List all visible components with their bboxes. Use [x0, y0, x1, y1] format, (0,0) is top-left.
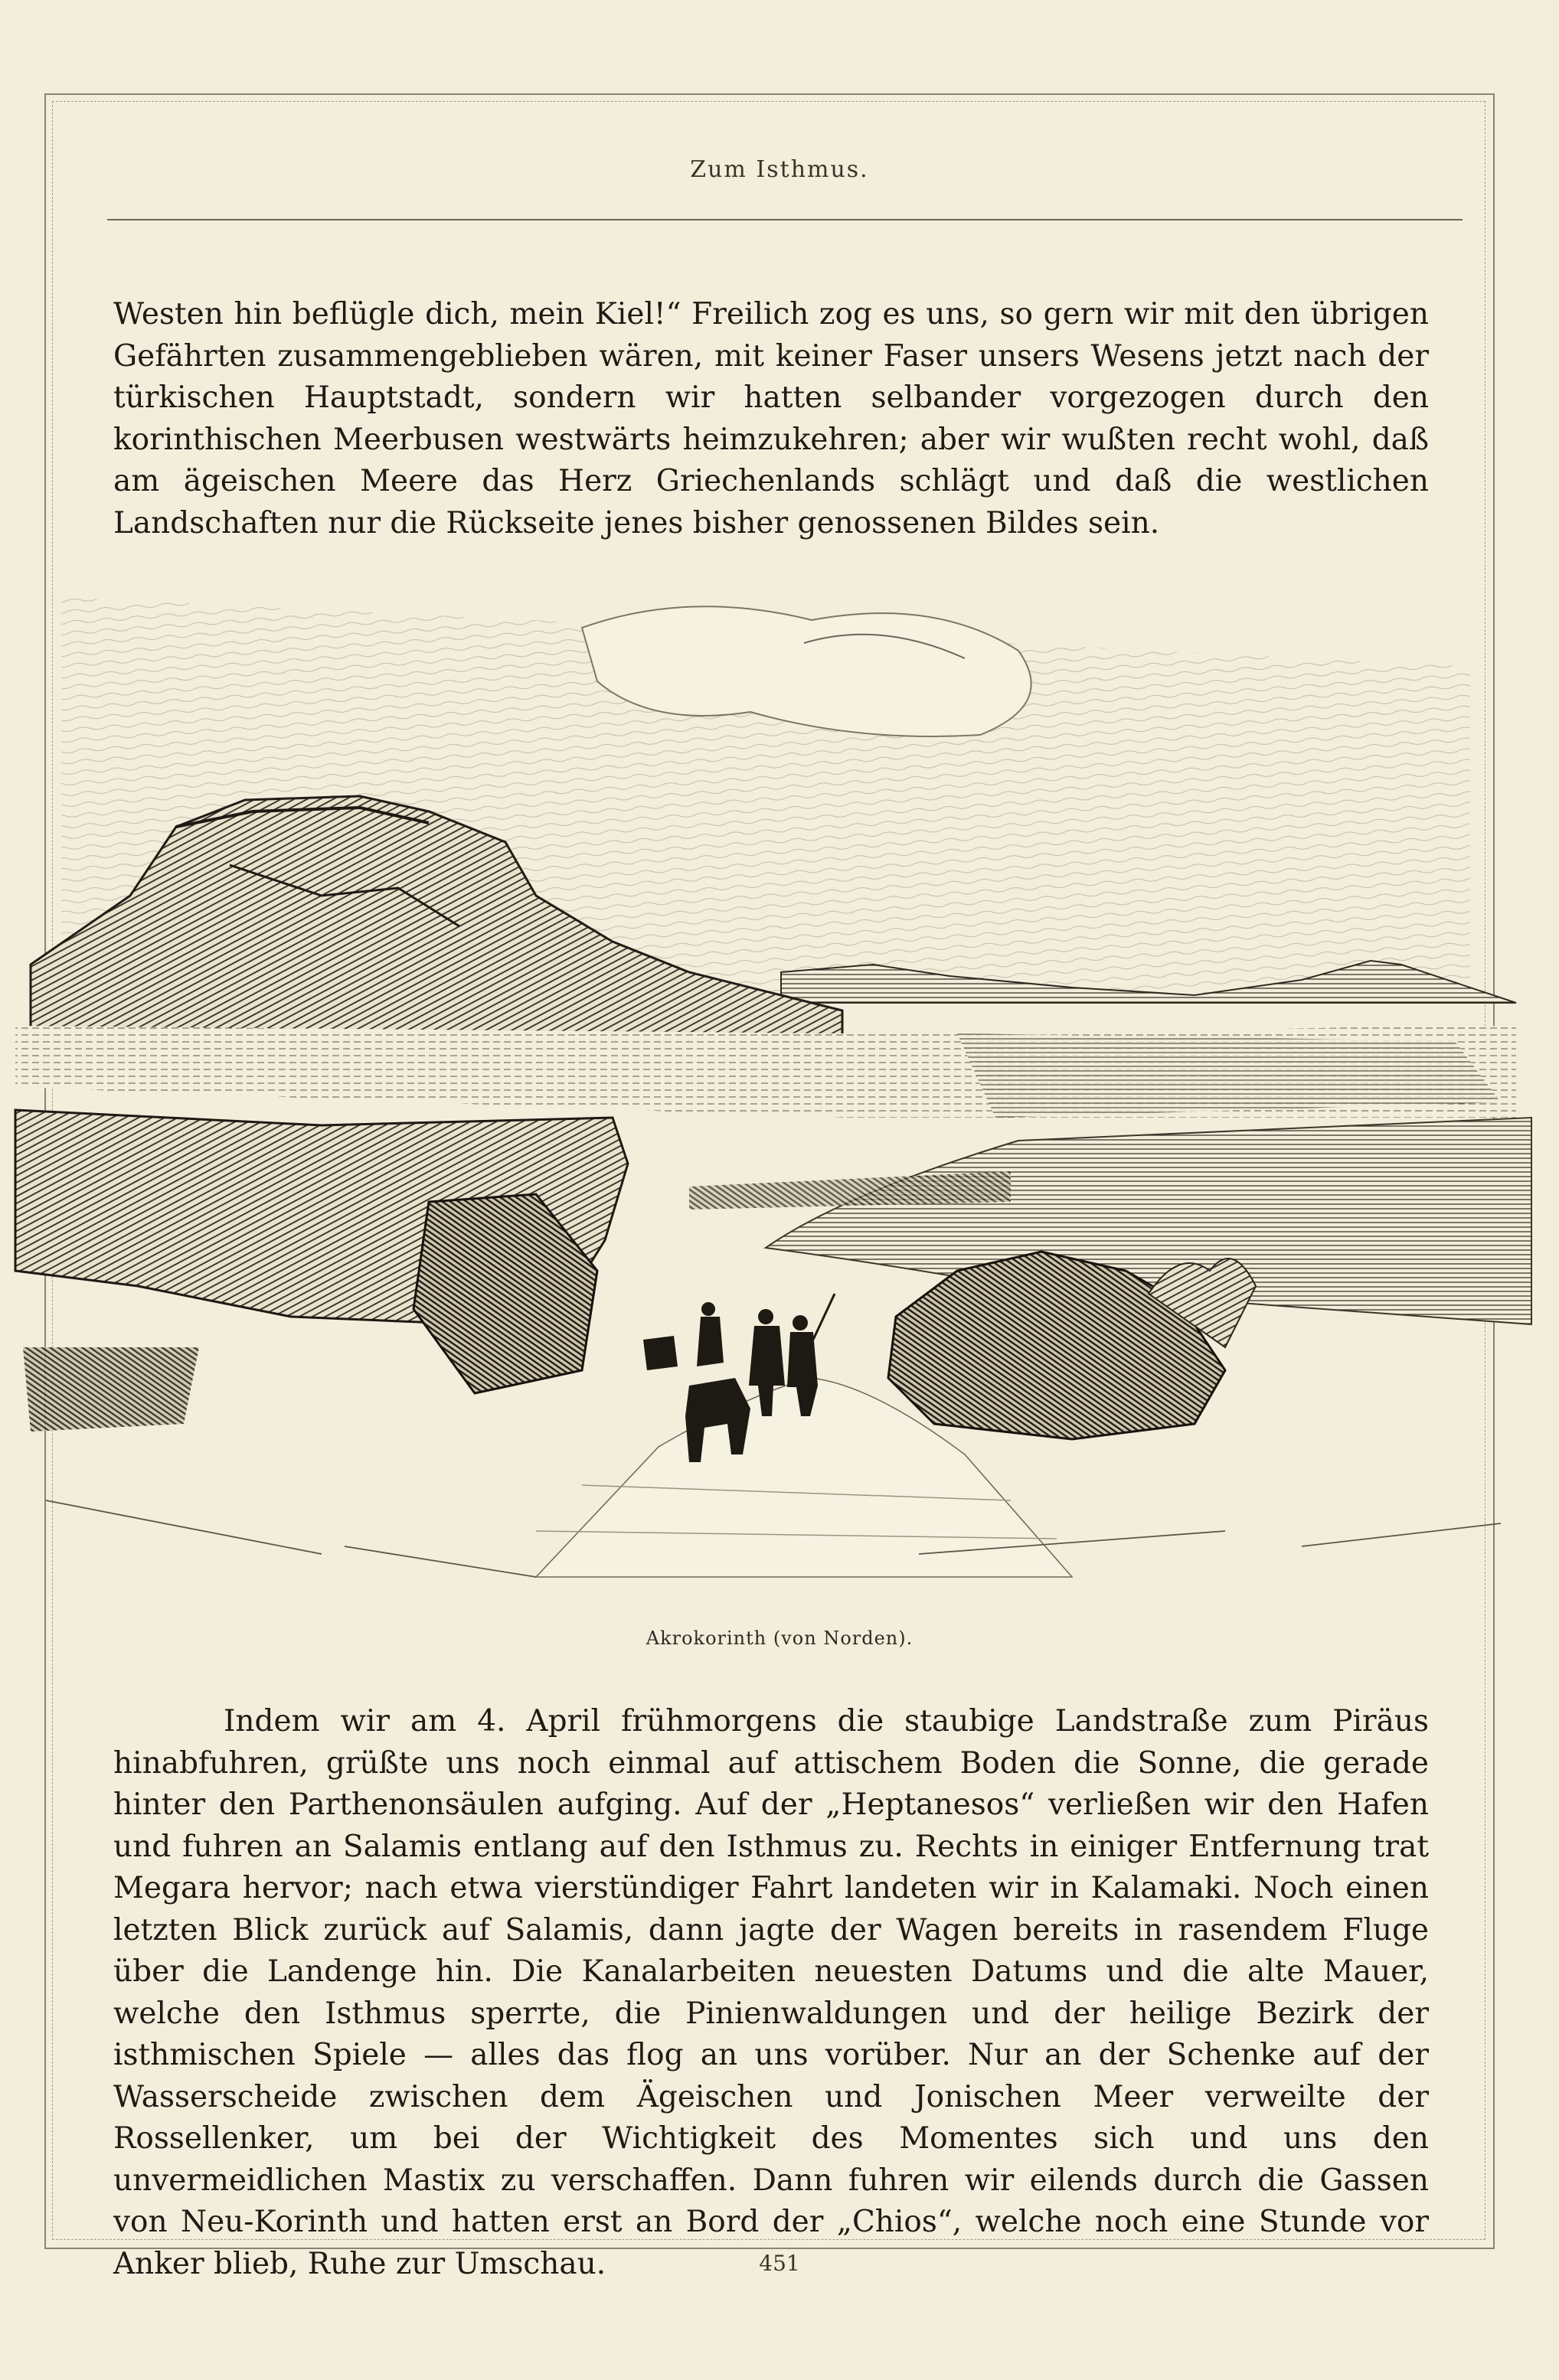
running-head: Zum Isthmus.: [690, 156, 869, 183]
paragraph-bottom: Indem wir am 4. April frühmorgens die staubige Landstraße zum Piräus hinabfuhren, grüßte uns noch einmal auf attischem Boden die Sonne, die gerade hinter den Parthenonsäulen aufging. Auf der „Heptanesos“ verließen wir den Hafen und fuhren an Salamis entlang auf den Isthmus zu. Rechts in einiger Entfernung trat Megara hervor; nach etwa vierstündiger Fahrt landeten wir in Kalamaki. Noch einen letzten Blick zurück auf Salamis, dann jagte der Wagen bereits in rasendem Fluge über die Landenge hin. Die Kanalarbeiten neuesten Datums und die alte Mauer, welche den Isthmus sperrte, die Pinienwaldungen und der heilige Bezirk der isthmischen Spiele — alles das flog an uns vorüber. Nur an der Schenke auf der Wasserscheide zwischen dem Ägeischen und Jonischen Meer verweilte der Rossellenker, um bei der Wichtigkeit des Momentes sich und uns den unvermeidlichen Mastix zu verschaffen. Dann fuhren wir eilends durch die Gassen von Neu-Korinth und hatten erst an Bord der „Chios“, welche noch eine Stunde vor Anker blieb, Ruhe zur Umschau.: [113, 1704, 1429, 2281]
header-rule: [107, 219, 1463, 220]
figure-caption: Akrokorinth (von Norden).: [645, 1627, 914, 1649]
page-number: 451: [759, 2251, 800, 2276]
paragraph-top: Westen hin beflügle dich, mein Kiel!“ Freilich zog es uns, so gern wir mit den übrigen Gefährten zusammengeblieben wären, mit keiner Faser unsers Wesens jetzt nach der türkischen Hauptstadt, sondern wir hatten selbander vorgezogen durch den korinthischen Meerbusen westwärts heimzukehren; aber wir wußten recht wohl, daß am ägeischen Meere das Herz Griechenlands schlägt und daß die westlichen Landschaften nur die Rückseite jenes bisher genossenen Bildes sein.: [113, 297, 1429, 540]
engraving-illustration: [0, 536, 1559, 1608]
